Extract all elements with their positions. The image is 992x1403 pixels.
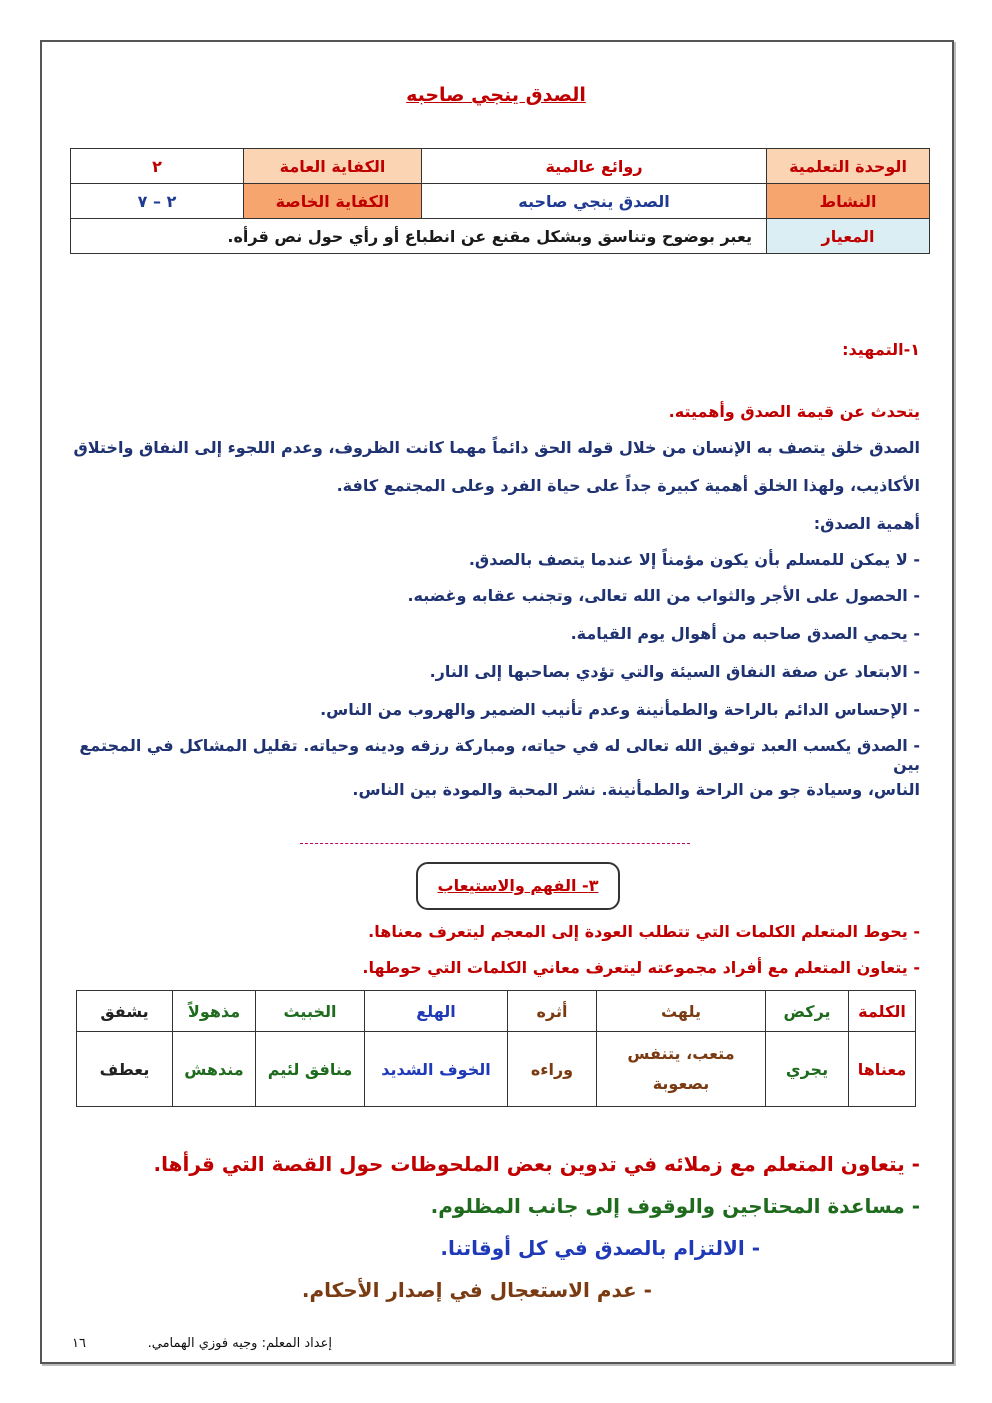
page-number: ١٦ (72, 1336, 86, 1351)
unit-value: روائع عالمية (422, 149, 767, 184)
meaning-header: معناها (849, 1032, 916, 1107)
vocabulary-table (76, 990, 916, 1107)
special-competence-label: الكفاية الخاصة (244, 184, 422, 219)
word-cell: يركض (766, 991, 849, 1032)
special-competence-value: ٢ – ٧ (71, 184, 244, 219)
intro-paragraph-line-2: الأكاذيب، ولهذا الخلق أهمية كبيرة جداً على حياة الفرد وعلى المجتمع كافة. (336, 476, 920, 495)
activity-value: الصدق ينجي صاحبه (422, 184, 767, 219)
intro-paragraph-line-1: الصدق خلق يتصف به الإنسان من خلال قوله الحق دائماً مهما كانت الظروف، وعدم اللجوء إلى النفاق واختلاق (73, 438, 920, 457)
comprehension-line-1: - يحوط المتعلم الكلمات التي تتطلب العودة إلى المعجم ليتعرف معناها. (368, 922, 920, 941)
importance-point-continued: الناس، وسيادة جو من الراحة والطمأنينة. نشر المحبة والمودة بين الناس. (352, 780, 920, 799)
meaning-cell: منافق لئيم (256, 1032, 365, 1107)
intro-prompt: يتحدث عن قيمة الصدق وأهميته. (668, 402, 920, 421)
meaning-cell: مندهش (173, 1032, 256, 1107)
comprehension-heading: ٣- الفهم والاستيعاب (416, 862, 620, 910)
comprehension-line-2: - يتعاون المتعلم مع أفراد مجموعته ليتعرف معاني الكلمات التي حوطها. (362, 958, 920, 977)
meaning-cell: يجري (766, 1032, 849, 1107)
meaning-cell: الخوف الشديد (365, 1032, 508, 1107)
word-cell: الهلع (365, 991, 508, 1032)
general-competence-value: ٢ (71, 149, 244, 184)
importance-point: - الحصول على الأجر والثواب من الله تعالى، وتجنب عقابه وغضبه. (407, 586, 920, 605)
word-cell: يلهث (597, 991, 766, 1032)
general-competence-label: الكفاية العامة (244, 149, 422, 184)
word-header: الكلمة (849, 991, 916, 1032)
notes-line-1: - يتعاون المتعلم مع زملائه في تدوين بعض الملحوظات حول القصة التي قرأها. (153, 1152, 920, 1176)
criterion-label: المعيار (767, 219, 930, 254)
section-divider (300, 843, 690, 844)
word-cell: أثره (508, 991, 597, 1032)
word-cell: يشفق (77, 991, 173, 1032)
meaning-cell: وراءه (508, 1032, 597, 1107)
importance-point: - لا يمكن للمسلم بأن يكون مؤمناً إلا عندما يتصف بالصدق. (468, 550, 920, 569)
importance-point: - الابتعاد عن صفة النفاق السيئة والتي تؤدي بصاحبها إلى النار. (429, 662, 920, 681)
activity-label: النشاط (767, 184, 930, 219)
importance-point: - الإحساس الدائم بالراحة والطمأنينة وعدم تأنيب الضمير والهروب من الناس. (320, 700, 920, 719)
meaning-cell: متعب، يتنفس بصعوبة (597, 1032, 766, 1107)
intro-heading: ١-التمهيد: (842, 340, 920, 359)
importance-point: - يحمي الصدق صاحبه من أهوال يوم القيامة. (570, 624, 920, 643)
criterion-value: يعبر بوضوح وتناسق وبشكل مقنع عن انطباع أو رأي حول نص قرأه. (71, 219, 767, 254)
meaning-cell: يعطف (77, 1032, 173, 1107)
notes-line-4: - عدم الاستعجال في إصدار الأحكام. (301, 1278, 652, 1302)
word-cell: مذهولاً (173, 991, 256, 1032)
importance-point: - الصدق يكسب العبد توفيق الله تعالى له في حياته، ومباركة رزقه ودينه وحياته. تقليل المشاكل في المجتمع بين (79, 736, 920, 774)
footer-author: إعداد المعلم: وجيه فوزي الهمامي. (147, 1336, 332, 1351)
page-title: الصدق ينجي صاحبه (406, 84, 586, 106)
unit-label: الوحدة التعلمية (767, 149, 930, 184)
importance-title: أهمية الصدق: (813, 514, 920, 533)
word-cell: الخبيث (256, 991, 365, 1032)
notes-line-2: - مساعدة المحتاجين والوقوف إلى جانب المظلوم. (430, 1194, 920, 1218)
notes-line-3: - الالتزام بالصدق في كل أوقاتنا. (440, 1236, 760, 1260)
lesson-info-table (70, 148, 930, 254)
